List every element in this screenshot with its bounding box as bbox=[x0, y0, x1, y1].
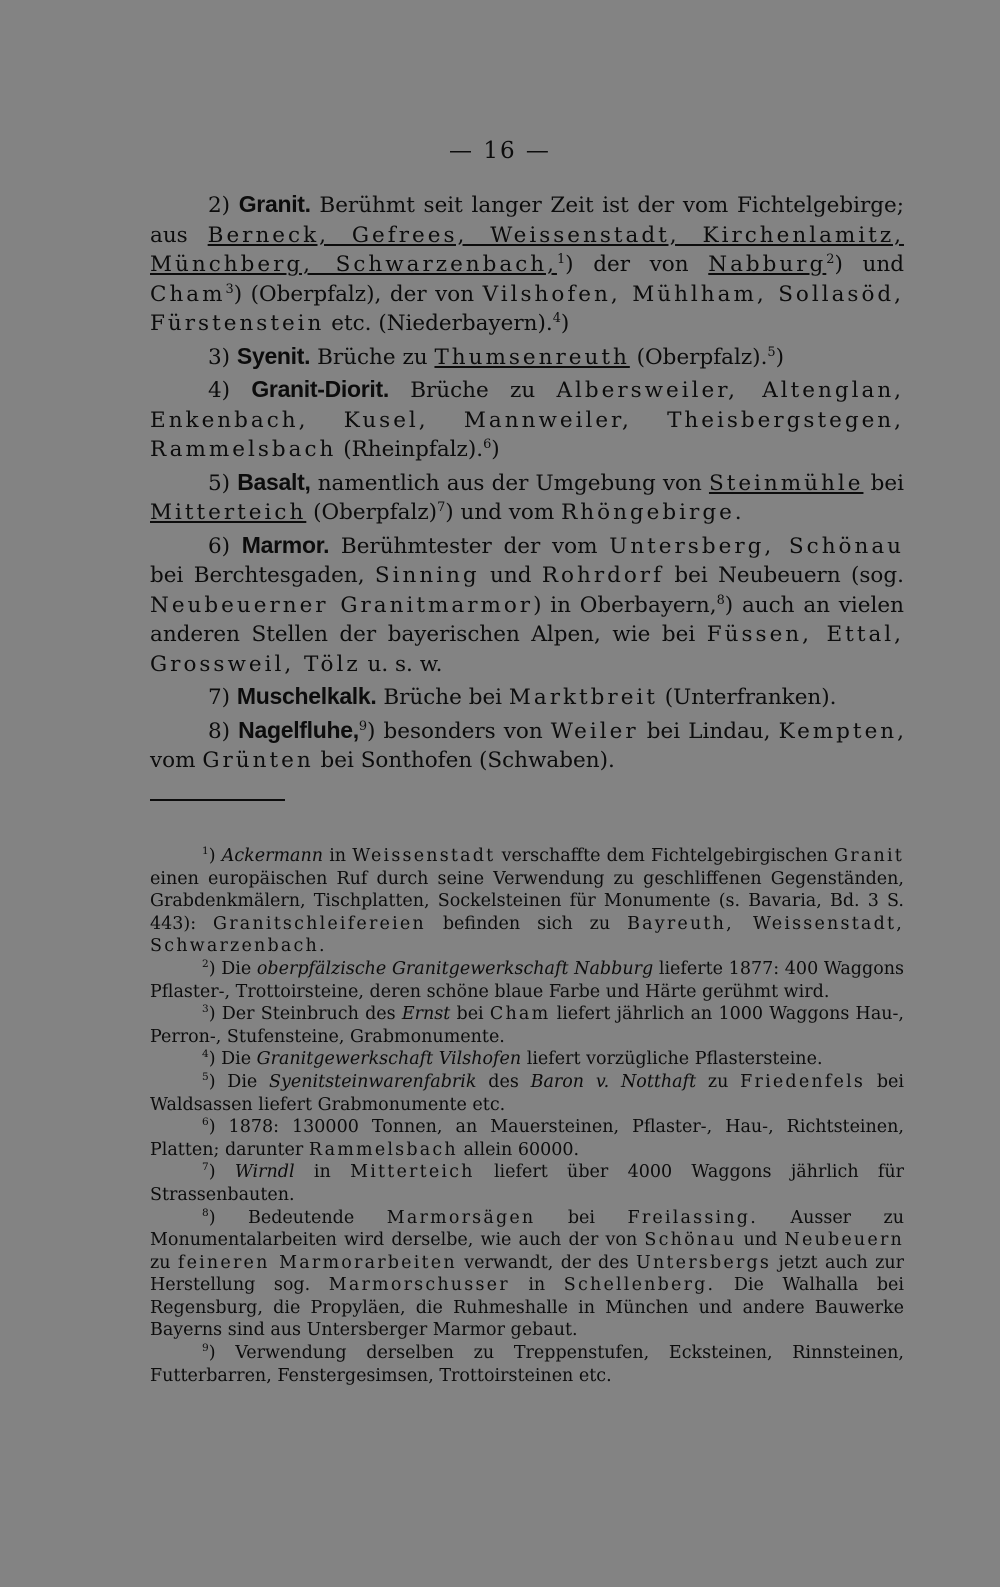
footnotes bbox=[150, 845, 904, 1387]
text-run: ) Der Steinbruch des bbox=[208, 1004, 402, 1025]
footnote bbox=[150, 1161, 904, 1206]
footnote bbox=[150, 1048, 904, 1071]
spaced-name: Nabburg bbox=[708, 252, 827, 277]
text-run: bei Sonthofen (Schwaben). bbox=[313, 748, 615, 773]
spaced-name: Rammelsbach bbox=[308, 1139, 458, 1160]
footnote-ref: 1 bbox=[202, 845, 209, 858]
text-run: jetzt auch zur Herstellung sog. bbox=[150, 1252, 904, 1296]
section-number: 5) bbox=[208, 470, 238, 496]
text-run: Die Walhalla bei Regensburg, die Propyläen, die Ruhmeshalle in München und andere Bauwerke Bayerns sind aus Untersberger Marmor gebaut. bbox=[150, 1275, 905, 1341]
main-text bbox=[150, 190, 904, 776]
section-number: 4) bbox=[208, 378, 252, 403]
footnote-ref: 6 bbox=[202, 1116, 209, 1129]
text-run: zu bbox=[150, 1252, 178, 1273]
spaced-name: Bayreuth, Weissenstadt, Schwarzenbach. bbox=[150, 913, 904, 957]
text-run: und bbox=[736, 1230, 785, 1251]
spaced-name: Weissenstadt bbox=[352, 846, 496, 866]
text-run: ) (Oberpfalz), der von bbox=[233, 281, 483, 307]
text-run: (Unterfranken). bbox=[657, 685, 837, 710]
text-run: Berühmt seit langer Zeit ist der vom Fichtelgebirge; aus bbox=[150, 193, 904, 248]
footnote-ref: 9 bbox=[202, 1342, 209, 1355]
text-run: namentlich aus der Umgebung von bbox=[310, 470, 709, 496]
text-run: Berühmtester der vom bbox=[329, 533, 610, 559]
text-run: ) bbox=[775, 344, 784, 370]
text-run: Syenitsteinwarenfabrik bbox=[269, 1071, 477, 1092]
text-run: lieferte 1877: 400 Waggons Pflaster-, Trottoirsteine, deren schöne blaue Farbe und Härte gerühmt wird. bbox=[150, 958, 904, 1002]
spaced-name: Kempten bbox=[778, 718, 898, 744]
section-paragraph bbox=[150, 190, 904, 339]
footnote-ref: 5 bbox=[767, 344, 776, 360]
section-number: 6) bbox=[208, 533, 242, 559]
spaced-name: Schellenberg. bbox=[563, 1275, 716, 1296]
footnote-ref: 8 bbox=[202, 1206, 209, 1219]
text-run: in bbox=[323, 846, 353, 866]
text-run: ) der von bbox=[565, 252, 709, 277]
text-run: ) und bbox=[834, 252, 905, 277]
footnote-ref: 1 bbox=[556, 251, 566, 267]
footnote bbox=[150, 1207, 904, 1343]
text-run: ) Bedeutende bbox=[208, 1207, 387, 1228]
spaced-name: Berneck, Gefrees, Weissenstadt, Kirchenlamitz, Münchberg, Schwarzenbach, bbox=[150, 222, 904, 277]
spaced-name: Mitterteich bbox=[350, 1162, 475, 1183]
section-paragraph bbox=[150, 716, 904, 776]
text-run: ) in Oberbayern, bbox=[533, 592, 717, 618]
spaced-name: Cham bbox=[150, 281, 226, 307]
text-run: ) bbox=[560, 311, 570, 336]
spaced-name: Untersbergs bbox=[636, 1252, 772, 1273]
footnote-ref: 8 bbox=[716, 592, 725, 608]
section-number: 8) bbox=[208, 718, 239, 744]
text-run: ) bbox=[491, 437, 500, 462]
footnote-ref: 3 bbox=[225, 281, 234, 297]
text-run: liefert jährlich an 1000 Waggons Hau-, Perron-, Stufensteine, Grabmonumente. bbox=[150, 1004, 904, 1047]
text-run: einen europäischen Ruf durch seine Verwendung zu geschliffenen Gegenständen, Grabdenkmälern, Tischplatten, Sockelsteinen für Monumente (s. Bavaria, Bd. 3 S. 443): bbox=[150, 868, 904, 934]
text-run: ) auch an vielen anderen Stellen der bayerischen Alpen, wie bei bbox=[150, 592, 904, 647]
footnote-ref: 4 bbox=[552, 310, 561, 326]
footnote-ref: 4 bbox=[202, 1048, 209, 1061]
text-run: Baron v. Notthaft bbox=[530, 1071, 697, 1092]
text-run: Wirndl bbox=[234, 1162, 295, 1183]
text-run: etc. (Niederbayern). bbox=[324, 311, 553, 336]
text-run: liefert vorzügliche Pflastersteine. bbox=[521, 1049, 823, 1070]
spaced-name: feineren Marmorarbeiten bbox=[177, 1252, 457, 1273]
text-run: bei bbox=[863, 470, 904, 496]
spaced-name: Vilshofen, Mühlham, Sollasöd, Fürstenstein bbox=[150, 281, 905, 336]
spaced-name: Untersberg, Schönau bbox=[609, 533, 904, 559]
text-run: und bbox=[479, 563, 542, 588]
text-run: bei Berchtesgaden, bbox=[150, 563, 375, 588]
spaced-name: Mitterteich bbox=[150, 500, 307, 525]
text-run: verschaffte dem Fichtelgebirgischen bbox=[495, 846, 835, 866]
text-run: zu bbox=[696, 1071, 741, 1092]
text-run: bei Neubeuern (sog. bbox=[664, 563, 904, 588]
text-run: Ausser zu Monumentalarbeiten wird derselbe, wie auch der von bbox=[150, 1207, 904, 1251]
spaced-name: Schönau bbox=[644, 1230, 737, 1251]
spaced-name: Granitschleifereien bbox=[213, 913, 426, 934]
text-run: ) Verwendung derselben zu Treppenstufen, Ecksteinen, Rinnsteinen, Futterbarren, Fenstergesimsen, Trottoirsteinen etc. bbox=[150, 1343, 904, 1386]
section-paragraph bbox=[150, 531, 904, 680]
spaced-name: Granit bbox=[834, 846, 905, 866]
section-paragraph bbox=[150, 682, 904, 713]
text-run: verwandt, der des bbox=[456, 1252, 636, 1273]
footnote bbox=[150, 1116, 904, 1161]
section-paragraph bbox=[150, 468, 904, 528]
text-run: oberpfälzische Granitgewerkschaft Nabburg bbox=[256, 958, 654, 979]
footnote bbox=[150, 845, 904, 958]
section-number: 7) bbox=[208, 685, 237, 710]
footnote bbox=[150, 1342, 904, 1387]
section-heading: Marmor. bbox=[241, 531, 330, 558]
section-heading: Nagelfluhe, bbox=[238, 716, 359, 743]
spaced-name: Marktbreit bbox=[508, 685, 658, 710]
footnote bbox=[150, 1003, 904, 1048]
footnote-ref: 2 bbox=[202, 958, 209, 971]
spaced-name: Freilassing. bbox=[627, 1207, 758, 1228]
section-number: 2) bbox=[208, 193, 239, 218]
text-run: (Rheinpfalz). bbox=[336, 437, 484, 462]
text-run: bei Lindau, bbox=[638, 718, 779, 744]
footnote bbox=[150, 1071, 904, 1116]
text-run: bei Waldsassen liefert Grabmonumente etc. bbox=[150, 1071, 905, 1115]
text-run: Brüche zu bbox=[310, 344, 435, 370]
footnote-ref: 9 bbox=[358, 718, 368, 734]
spaced-name: Albersweiler, Altenglan, Enkenbach, Kusel, Mannweiler, Theisbergstegen, Rammelsbach bbox=[150, 378, 905, 462]
text-run: ) Die bbox=[208, 958, 257, 979]
section-heading: Muschelkalk. bbox=[236, 683, 377, 709]
spaced-name: Marmorschusser bbox=[328, 1275, 510, 1296]
footnote-separator bbox=[150, 799, 285, 801]
text-run: ) Die bbox=[208, 1049, 257, 1070]
spaced-name: Grünten bbox=[202, 748, 314, 773]
text-run: bei bbox=[450, 1004, 490, 1025]
text-run: Brüche bei bbox=[376, 685, 509, 710]
section-paragraph bbox=[150, 342, 904, 373]
text-run: Granitgewerkschaft Vilshofen bbox=[256, 1049, 522, 1070]
text-run: befinden sich zu bbox=[425, 913, 628, 934]
text-run: Ackermann bbox=[221, 846, 324, 866]
text-run: u. s. w. bbox=[360, 651, 443, 677]
footnote-ref: 7 bbox=[202, 1161, 209, 1174]
text-run: liefert über 4000 Waggons jährlich für Strassenbauten. bbox=[150, 1162, 905, 1205]
spaced-name: Friedenfels bbox=[740, 1071, 866, 1092]
section-number: 3) bbox=[208, 344, 237, 370]
footnote-ref: 7 bbox=[437, 499, 446, 515]
text-run: , vom bbox=[150, 718, 904, 773]
spaced-name: Rohrdorf bbox=[541, 563, 665, 588]
text-run: ) und vom bbox=[445, 500, 562, 525]
footnote-ref: 3 bbox=[202, 1003, 209, 1016]
text-run: (Oberpfalz) bbox=[306, 500, 438, 525]
spaced-name: Thumsenreuth bbox=[434, 344, 630, 370]
footnote-ref: 6 bbox=[483, 436, 492, 452]
text-run: in bbox=[294, 1162, 351, 1183]
text-run: ) 1878: 130000 Tonnen, an Mauersteinen, Pflaster-, Hau-, Richtsteinen, Platten; darunter bbox=[150, 1117, 904, 1160]
text-run: ) bbox=[208, 1162, 235, 1183]
spaced-name: Neubeuern bbox=[784, 1230, 904, 1251]
spaced-name: Marmorsägen bbox=[386, 1207, 536, 1228]
text-run: ) bbox=[208, 846, 222, 866]
footnote-ref: 2 bbox=[826, 251, 835, 267]
text-run: (Oberpfalz). bbox=[629, 344, 768, 370]
section-paragraph bbox=[150, 375, 904, 465]
footnote-ref: 5 bbox=[202, 1071, 209, 1084]
section-heading: Syenit. bbox=[236, 342, 311, 369]
page-number: — 16 — bbox=[449, 138, 551, 164]
text-run: Ernst bbox=[401, 1004, 451, 1025]
section-heading: Granit-Diorit. bbox=[251, 376, 389, 402]
spaced-name: Neubeuerner Granitmarmor bbox=[150, 592, 534, 618]
spaced-name: Weiler bbox=[550, 718, 639, 744]
text-run: ) Die bbox=[208, 1071, 270, 1092]
text-run: ) besonders von bbox=[367, 718, 551, 744]
spaced-name: Füssen, Ettal, Grossweil, Tölz bbox=[150, 622, 904, 677]
spaced-name: Cham bbox=[489, 1004, 551, 1025]
text-run: des bbox=[476, 1071, 531, 1092]
spaced-name: Steinmühle bbox=[708, 470, 864, 496]
text-run: in bbox=[509, 1275, 564, 1296]
spaced-name: Rhöngebirge. bbox=[561, 500, 745, 525]
text-run: bei bbox=[535, 1207, 628, 1228]
footnote bbox=[150, 958, 904, 1003]
text-run: Brüche zu bbox=[388, 378, 557, 403]
section-heading: Basalt, bbox=[237, 468, 311, 495]
text-run: allein 60000. bbox=[457, 1139, 580, 1160]
spaced-name: Sinning bbox=[374, 563, 480, 588]
section-heading: Granit. bbox=[238, 191, 311, 217]
